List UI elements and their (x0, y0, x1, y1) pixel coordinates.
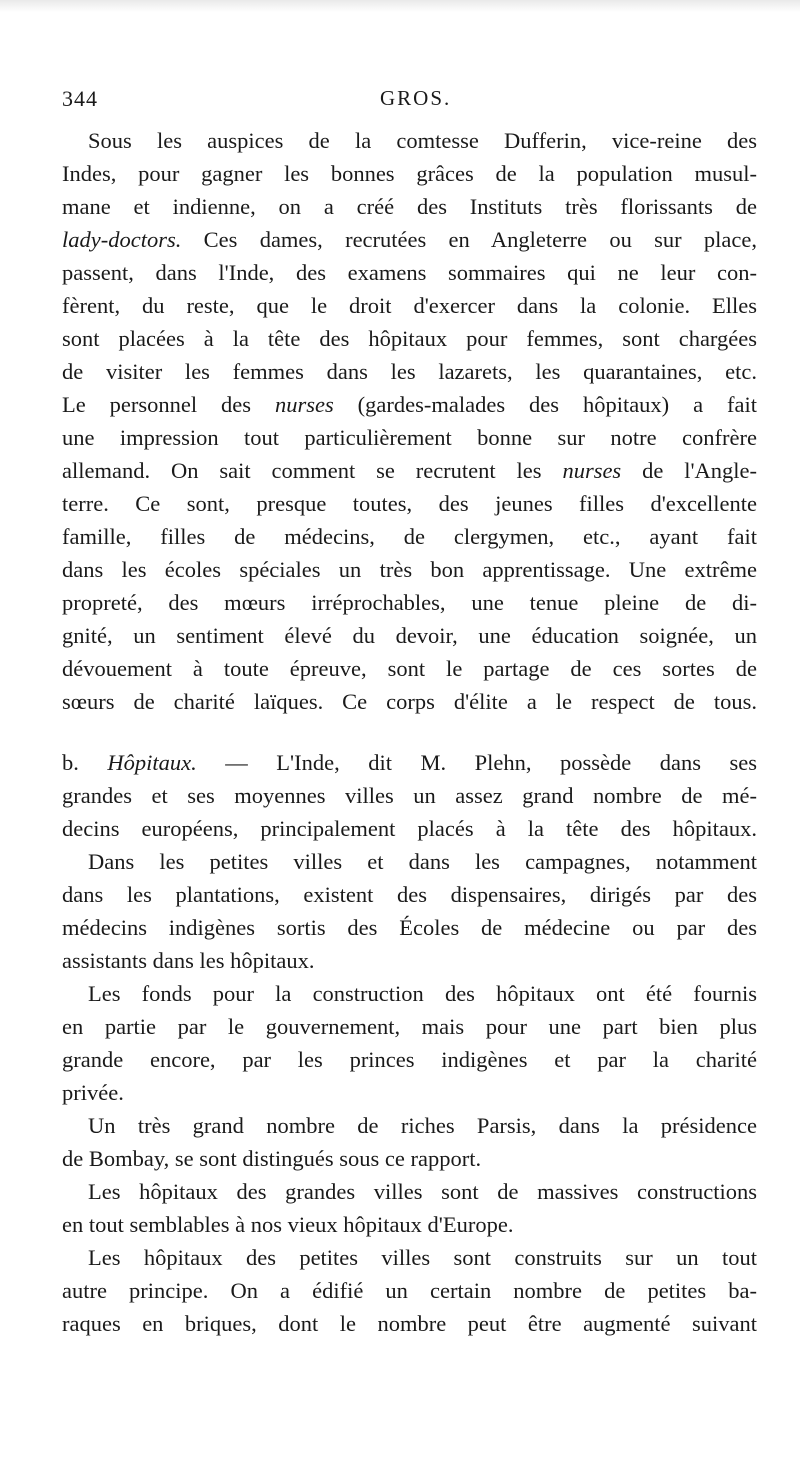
text-line (62, 190, 757, 223)
italic-term: nurses (274, 392, 334, 417)
text-line (62, 911, 757, 944)
text-line (62, 977, 757, 1010)
text-line (62, 812, 757, 845)
text-line (62, 157, 757, 190)
text-run: decins européens, principalement placés à la tête des hôpitaux. (62, 816, 757, 841)
text-line (62, 454, 757, 487)
text-run: Indes, pour gagner les bonnes grâces de la population musul- (62, 161, 757, 186)
text-run: dévouement à toute épreuve, sont le partage de ces sortes de (62, 656, 757, 681)
text-run: (gardes-malades des hôpitaux) a fait (333, 392, 757, 417)
text-run: grande encore, par les princes indigènes et par la charité (62, 1047, 757, 1072)
text-line (62, 487, 757, 520)
text-run: une impression tout particulièrement bonne sur notre confrère (62, 425, 757, 450)
text-line (62, 1043, 757, 1076)
text-run: Sous les auspices de la comtesse Dufferin, vice-reine des (88, 128, 757, 153)
text-line (62, 1307, 757, 1340)
text-line (62, 223, 757, 256)
body-text (62, 124, 757, 1340)
text-line (62, 1142, 757, 1175)
text-line (62, 1208, 757, 1241)
text-run: mane et indienne, on a créé des Instituts très florissants de (62, 194, 757, 219)
text-run: de visiter les femmes dans les lazarets, les quarantaines, etc. (62, 359, 757, 384)
text-run: dans les écoles spéciales un très bon apprentissage. Une extrême (62, 557, 757, 582)
italic-term: nurses (562, 458, 622, 483)
text-line (62, 388, 757, 421)
text-line (62, 878, 757, 911)
text-run: — L'Inde, dit M. Plehn, possède dans ses (196, 750, 758, 775)
italic-term: Hôpitaux. (107, 750, 197, 775)
italic-term: lady-doctors. (62, 227, 182, 252)
text-line (62, 256, 757, 289)
text-line (62, 685, 757, 718)
text-line (62, 1274, 757, 1307)
text-run: sœurs de charité laïques. Ce corps d'élite a le respect de tous. (62, 689, 757, 714)
page-number: 344 (62, 86, 98, 111)
text-run: privée. (62, 1080, 124, 1105)
text-run: de l'Angle- (621, 458, 757, 483)
text-line (62, 1010, 757, 1043)
text-run: sont placées à la tête des hôpitaux pour femmes, sont chargées (62, 326, 757, 351)
text-run: fèrent, du reste, que le droit d'exercer dans la colonie. Elles (62, 293, 757, 318)
text-line (62, 1241, 757, 1274)
text-line (62, 322, 757, 355)
text-run: Les fonds pour la construction des hôpitaux ont été fournis (88, 981, 757, 1006)
text-line (62, 553, 757, 586)
text-line (62, 746, 757, 779)
text-run: en tout semblables à nos vieux hôpitaux d'Europe. (62, 1212, 514, 1237)
text-line (62, 779, 757, 812)
text-run: de Bombay, se sont distingués sous ce rapport. (62, 1146, 482, 1171)
text-run: propreté, des mœurs irréprochables, une tenue pleine de di- (62, 590, 757, 615)
text-run: gnité, un sentiment élevé du devoir, une éducation soignée, un (62, 623, 757, 648)
text-line (62, 1175, 757, 1208)
text-run: terre. Ce sont, presque toutes, des jeunes filles d'excellente (62, 491, 757, 516)
text-run: b. (62, 750, 108, 775)
text-line (62, 944, 757, 977)
paragraph-gap (62, 718, 757, 746)
text-run: allemand. On sait comment se recrutent les (62, 458, 563, 483)
text-run: Les hôpitaux des grandes villes sont de massives constructions (88, 1179, 757, 1204)
text-line (62, 355, 757, 388)
text-line (62, 586, 757, 619)
text-line (62, 652, 757, 685)
text-run: Le personnel des (62, 392, 275, 417)
text-run: famille, filles de médecins, de clergymen, etc., ayant fait (62, 524, 757, 549)
text-run: grandes et ses moyennes villes un assez grand nombre de mé- (62, 783, 757, 808)
text-run: médecins indigènes sortis des Écoles de médecine ou par des (62, 915, 757, 940)
text-run: raques en briques, dont le nombre peut être augmenté suivant (62, 1311, 757, 1336)
text-run: Un très grand nombre de riches Parsis, dans la présidence (88, 1113, 757, 1138)
text-line (62, 619, 757, 652)
text-line (62, 421, 757, 454)
text-run: en partie par le gouvernement, mais pour une part bien plus (62, 1014, 757, 1039)
text-line (62, 289, 757, 322)
text-line (62, 1109, 757, 1142)
text-run: Les hôpitaux des petites villes sont construits sur un tout (88, 1245, 757, 1270)
text-run: Ces dames, recrutées en Angleterre ou sur place, (181, 227, 757, 252)
text-run: Dans les petites villes et dans les campagnes, notamment (88, 849, 757, 874)
text-line (62, 845, 757, 878)
text-run: passent, dans l'Inde, des examens sommaires qui ne leur con- (62, 260, 757, 285)
text-run: autre principe. On a édifié un certain nombre de petites ba- (62, 1278, 757, 1303)
page-header (62, 86, 752, 116)
text-line (62, 124, 757, 157)
text-line (62, 1076, 757, 1109)
text-line (62, 520, 757, 553)
running-head: GROS. (380, 86, 452, 110)
text-run: dans les plantations, existent des dispensaires, dirigés par des (62, 882, 757, 907)
text-run: assistants dans les hôpitaux. (62, 948, 315, 973)
